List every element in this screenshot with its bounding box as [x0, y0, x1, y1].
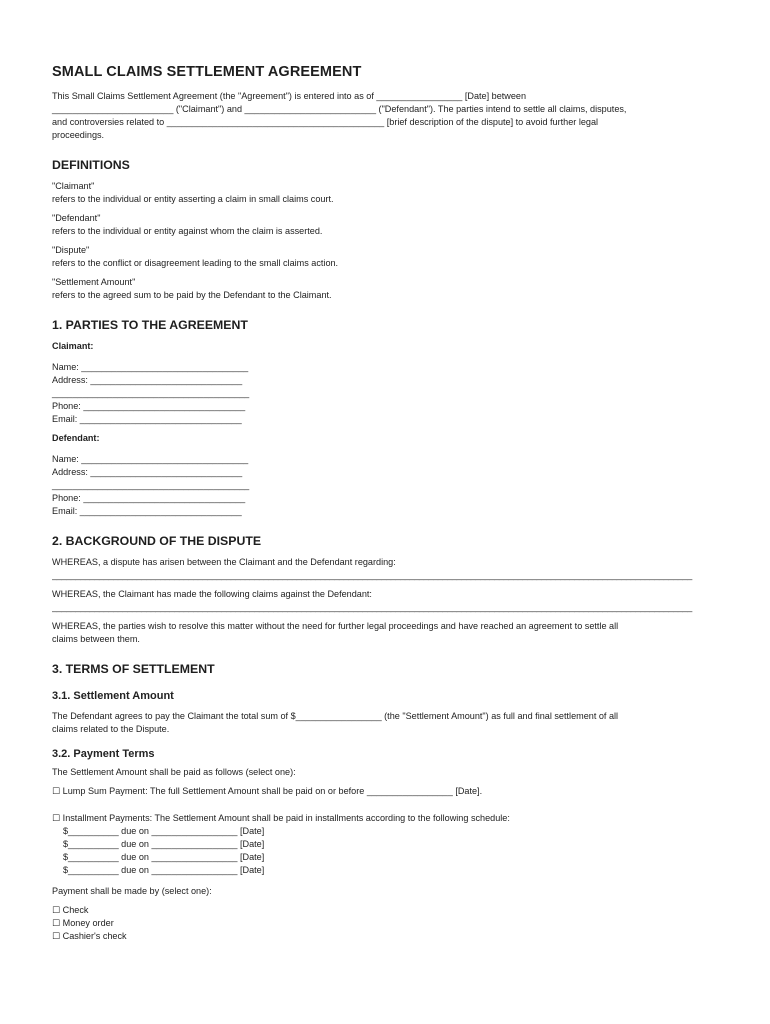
- installment-schedule: [52, 825, 720, 877]
- defendant-label: Defendant:: [52, 433, 100, 443]
- intro-line: This Small Claims Settlement Agreement (the "Agreement") is entered into as of _________________ [Date] between: [52, 91, 527, 101]
- lump-sum-option[interactable]: ☐ Lump Sum Payment: The full Settlement Amount shall be paid on or before _________________ [Date].: [52, 786, 483, 796]
- address-field: Address: ______________________________: [52, 467, 243, 477]
- whereas-clause-cont: claims between them.: [52, 634, 140, 644]
- definition-desc: refers to the conflict or disagreement leading to the small claims action.: [52, 258, 339, 268]
- whereas-clause: WHEREAS, a dispute has arisen between the Claimant and the Defendant regarding:: [52, 557, 396, 567]
- claimant-label: Claimant:: [52, 341, 94, 351]
- definition-desc: refers to the agreed sum to be paid by the Defendant to the Claimant.: [52, 290, 332, 300]
- definition-desc: refers to the individual or entity against whom the claim is asserted.: [52, 226, 323, 236]
- schedule-row: $__________ due on _________________ [Date]: [63, 865, 265, 875]
- intro-paragraph: [52, 90, 720, 142]
- settlement-amount-text: The Defendant agrees to pay the Claimant the total sum of $_________________ (the "Settlement Amount") as full and final settlement of all: [52, 711, 619, 721]
- background-heading: 2. BACKGROUND OF THE DISPUTE: [52, 534, 262, 548]
- intro-line: ________________________ ("Claimant") and __________________________ ("Defendant"). The parties intend to settle all claims, disputes,: [52, 104, 627, 114]
- parties-heading: 1. PARTIES TO THE AGREEMENT: [52, 318, 248, 332]
- phone-field: Phone: ________________________________: [52, 493, 246, 503]
- payment-method-check[interactable]: ☐ Check: [52, 905, 89, 915]
- address-field-line2: _______________________________________: [52, 480, 250, 490]
- payment-terms-intro: The Settlement Amount shall be paid as follows (select one):: [52, 767, 296, 777]
- whereas-clause: WHEREAS, the Claimant has made the following claims against the Defendant:: [52, 589, 372, 599]
- intro-line: proceedings.: [52, 130, 105, 140]
- schedule-row: $__________ due on _________________ [Date]: [63, 826, 265, 836]
- blank-line: ________________________________________________________________________________________________________________________________________: [52, 570, 692, 580]
- schedule-row: $__________ due on _________________ [Date]: [63, 839, 265, 849]
- terms-heading: 3. TERMS OF SETTLEMENT: [52, 662, 215, 676]
- schedule-row: $__________ due on _________________ [Date]: [63, 852, 265, 862]
- definition-item: [52, 276, 720, 302]
- payment-method-intro: Payment shall be made by (select one):: [52, 886, 212, 896]
- defendant-fields: [52, 453, 720, 518]
- payment-method-cashiers-check[interactable]: ☐ Cashier's check: [52, 931, 127, 941]
- definition-term: "Dispute": [52, 245, 90, 255]
- document-page: [52, 64, 720, 943]
- name-field: Name: _________________________________: [52, 454, 249, 464]
- definition-term: "Claimant": [52, 181, 95, 191]
- settlement-amount-heading: 3.1. Settlement Amount: [52, 690, 174, 702]
- document-title: SMALL CLAIMS SETTLEMENT AGREEMENT: [52, 64, 362, 80]
- definition-desc: refers to the individual or entity asserting a claim in small claims court.: [52, 194, 334, 204]
- definitions-heading: DEFINITIONS: [52, 158, 130, 172]
- definition-item: [52, 180, 720, 206]
- email-field: Email: ________________________________: [52, 506, 242, 516]
- phone-field: Phone: ________________________________: [52, 401, 246, 411]
- installment-option[interactable]: ☐ Installment Payments: The Settlement Amount shall be paid in installments according to the following schedule:: [52, 813, 510, 823]
- payment-method-money-order[interactable]: ☐ Money order: [52, 918, 114, 928]
- intro-line: and controversies related to ___________________________________________ [brief description of the dispute] to avoid further legal: [52, 117, 599, 127]
- payment-terms-heading: 3.2. Payment Terms: [52, 748, 155, 760]
- blank-line: ________________________________________________________________________________________________________________________________________: [52, 602, 692, 612]
- address-field: Address: ______________________________: [52, 375, 243, 385]
- definition-term: "Settlement Amount": [52, 277, 136, 287]
- claimant-fields: [52, 361, 720, 426]
- definition-term: "Defendant": [52, 213, 101, 223]
- whereas-clause: WHEREAS, the parties wish to resolve this matter without the need for further legal proceedings and have reached an agreement to settle all: [52, 621, 619, 631]
- email-field: Email: ________________________________: [52, 414, 242, 424]
- definition-item: [52, 212, 720, 238]
- definition-item: [52, 244, 720, 270]
- address-field-line2: _______________________________________: [52, 388, 250, 398]
- settlement-amount-text-cont: claims related to the Dispute.: [52, 724, 170, 734]
- name-field: Name: _________________________________: [52, 362, 249, 372]
